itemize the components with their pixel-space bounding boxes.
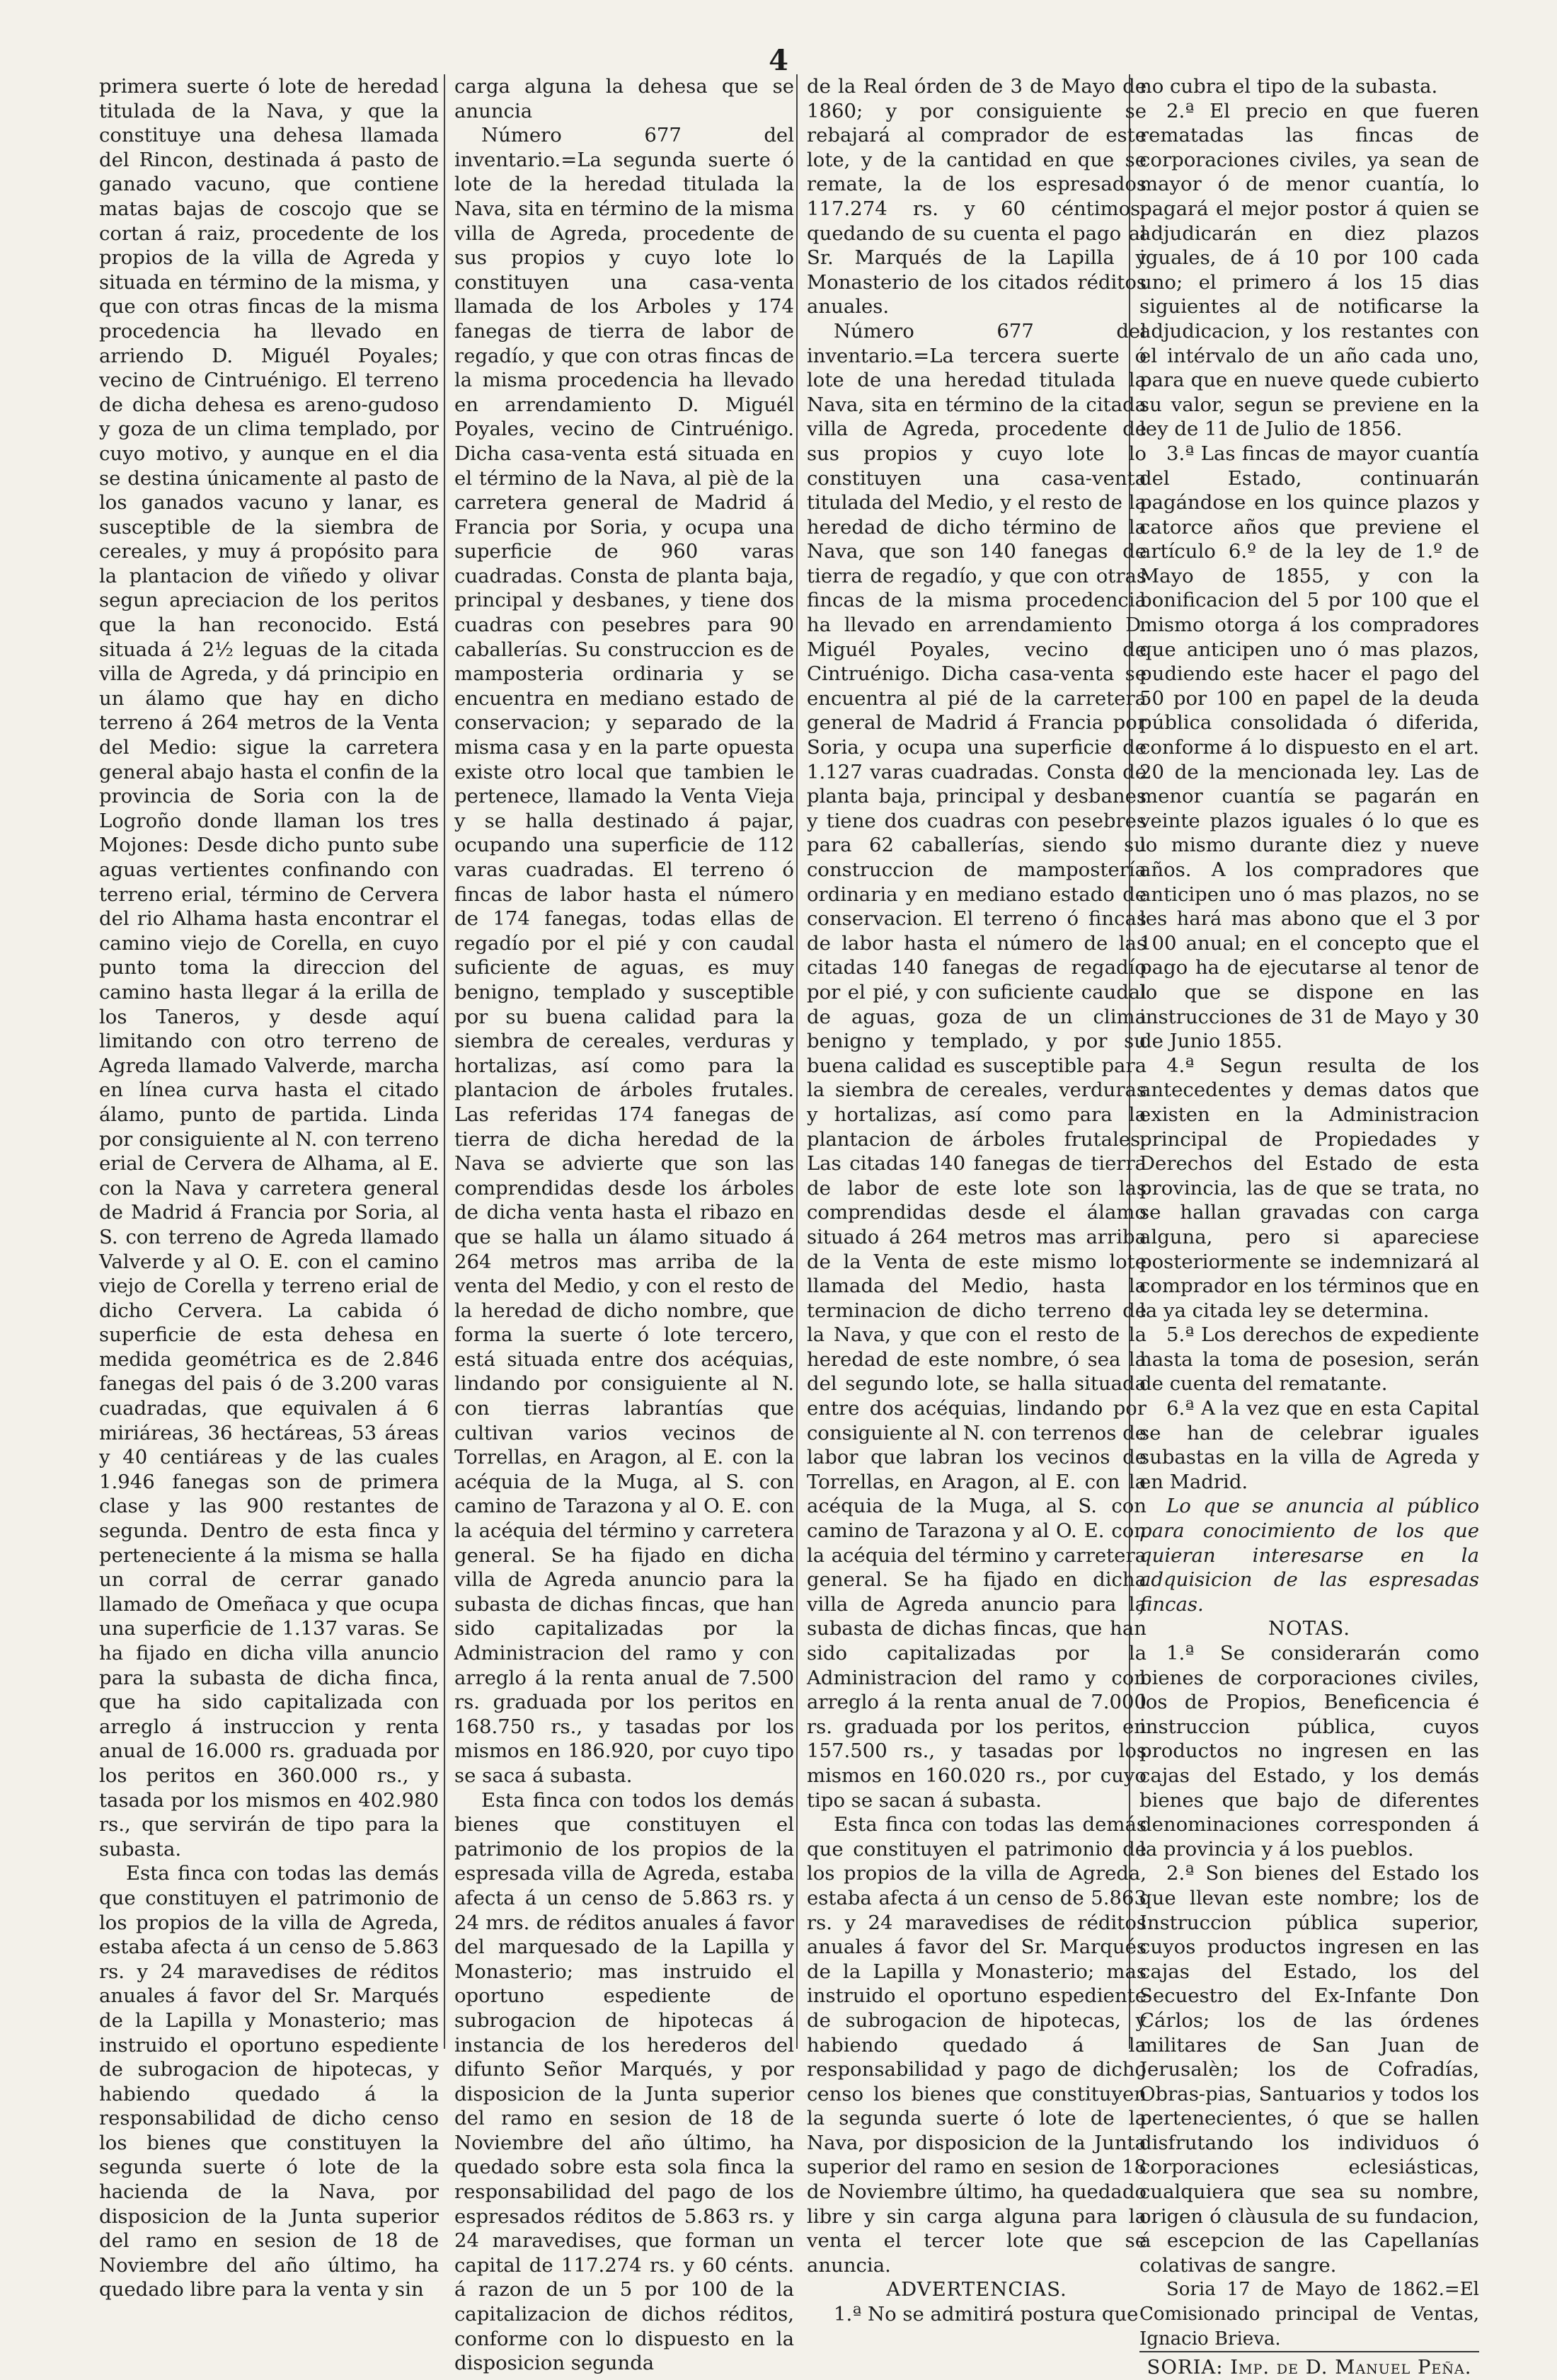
- signature: Soria 17 de Mayo de 1862.=El Comisionado principal de Ventas, Ignacio Brieva.: [1139, 2279, 1479, 2350]
- column-divider: [796, 74, 798, 2049]
- paragraph: 2.ª Son bienes del Estado los que llevan este nombre; los de Instruccion pública superior, cuyos productos ingresen en las cajas del Estado, los del Secuestro del Ex-Infante Don Cárlos; los de las órdenes militares de San Juan de Jerusalèn; los de Cofradías, Obras-pias, Santuarios y todos los pertenecientes, ó que se hallen disfrutando los individuos ó corporaciones eclesiásticas, cualquiera que sea su nombre, origen ó clàusula de su fundacion, á escepcion de las Capellanías colativas de sangre.: [1139, 1862, 1479, 2277]
- paragraph: 1.ª No se admitirá postura que: [834, 2303, 1139, 2326]
- column-4: [1139, 74, 1479, 2380]
- paragraph: Esta finca con todas las demás que constituyen el patrimonio de los propios de la villa de Agreda, estaba afecta á un censo de 5.863 rs. y 24 maravedises de réditos anuales á favor del Sr. Marqués de la Lapilla y Monasterio; mas instruido el oportuno espediente de subrogacion de hipotecas, y habiendo quedado á la responsabilidad de dicho censo los bienes que constituyen la segunda suerte ó lote de la hacienda de la Nava, por disposicion de la Junta superior del ramo en sesion de 18 de Noviembre del año último, ha quedado libre para la venta y sin: [99, 1862, 439, 2301]
- paragraph: carga alguna la dehesa que se anuncia: [454, 75, 794, 122]
- section-heading: ADVERTENCIAS.: [886, 2278, 1067, 2301]
- paragraph: 6.ª A la vez que en esta Capital se han de celebrar iguales subastas en la villa de Agreda y en Madrid.: [1139, 1397, 1479, 1493]
- paragraph: 2.ª El precio en que fueren rematadas las fincas de corporaciones civiles, ya sean de mayor ó de menor cuantía, lo pagará el mejor postor á quien se adjudicarán en diez plazos iguales, de á 10 por 100 cada uno; el primero á los 15 dias siguientes al de notificarse la adjudicacion, y los restantes con el intérvalo de un año cada uno, para que en nueve quede cubierto su valor, segun se previene en la ley de 11 de Julio de 1856.: [1139, 99, 1479, 441]
- paragraph: Esta finca con todas las demás que constituyen el patrimonio de los propios de la villa de Agreda, estaba afecta á un censo de 5.863 rs. y 24 maravedises de réditos anuales á favor del Sr. Marqués de la Lapilla y Monasterio; mas instruido el oportuno espediente de subrogacion de hipotecas, y habiendo quedado á la responsabilidad y pago de dicho censo los bienes que constituyen la segunda suerte ó lote de la Nava, por disposicion de la Junta superior del ramo en sesion de 18 de Noviembre último, ha quedado libre y sin carga alguna para la venta el tercer lote que se anuncia.: [807, 1813, 1147, 2277]
- printer-imprint: SORIA: Imp. de D. Manuel Peña.: [1139, 2351, 1479, 2380]
- column-2: [454, 74, 794, 2376]
- paragraph: no cubra el tipo de la subasta.: [1139, 75, 1438, 98]
- paragraph: Esta finca con todos los demás bienes que constituyen el patrimonio de los propios de la espresada villa de Agreda, estaba afecta á un censo de 5.863 rs. y 24 mrs. de réditos anuales á favor del marquesado de la Lapilla y Monasterio; mas instruido el oportuno espediente de subrogacion de hipotecas á instancia de los herederos del difunto Señor Marqués, y por disposicion de la Junta superior del ramo en sesion de 18 de Noviembre del año último, ha quedado sobre esta sola finca la responsabilidad del pago de los espresados réditos de 5.863 rs. y 24 maravedises, que forman un capital de 117.274 rs. y 60 cénts. á razon de un 5 por 100 de la capitalizacion de dichos réditos, conforme con lo dispuesto en la disposicion segunda: [454, 1788, 794, 2375]
- paragraph: 1.ª Se considerarán como bienes de corporaciones civiles, los de Propios, Beneficencia é instruccion pública, cuyos productos no ingresen en las cajas del Estado, y los demás bienes que bajo de diferentes denominaciones corresponden á la provincia y á los pueblos.: [1139, 1642, 1479, 1861]
- section-heading: NOTAS.: [1268, 1617, 1350, 1640]
- paragraph: 4.ª Segun resulta de los antecedentes y demas datos que existen en la Administracion principal de Propiedades y Derechos del Estado de esta provincia, las de que se trata, no se hallan gravadas con carga alguna, pero si apareciese posteriormente se indemnizará al comprador en los términos que en la ya citada ley se determina.: [1139, 1054, 1479, 1322]
- column-divider: [444, 74, 445, 2049]
- paragraph: 3.ª Las fincas de mayor cuantía del Estado, continuarán pagándose en los quince plazos y catorce años que previene el artículo 6.º de la ley de 1.º de Mayo de 1855, y con la bonificacion del 5 por 100 que el mismo otorga á los compradores que anticipen uno ó mas plazos, pudiendo este hacer el pago del 50 por 100 en papel de la deuda pública consolidada ó diferida, conforme á lo dispuesto en el art. 20 de la mencionada ley. Las de menor cuantía se pagarán en veinte plazos iguales ó lo que es lo mismo durante diez y nueve años. A los compradores que anticipen uno ó mas plazos, no se les hará mas abono que el 3 por 100 anual; en el concepto que el pago ha de ejecutarse al tenor de lo que se dispone en las instrucciones de 31 de Mayo y 30 de Junio 1855.: [1139, 442, 1479, 1053]
- paragraph: Número 677 del inventario.=La tercera suerte ó lote de una heredad titulada la Nava, sita en término de la citada villa de Agreda, procedente de sus propios y cuyo lote lo constituyen una casa-venta titulada del Medio, y el resto de la heredad de dicho término de la Nava, que son 140 fanegas de tierra de regadío, y que con otras fincas de la misma procedencia ha llevado en arrendamiento D. Miguél Poyales, vecino de Cintruénigo. Dicha casa-venta se encuentra al pié de la carretera general de Madrid á Francia por Soria, y ocupa una superficie de 1.127 varas cuadradas. Consta de planta baja, principal y desbanes y tiene dos cuadras con pesebres para 62 caballerías, siendo su construccion de mampostería ordinaria y en mediano estado de conservacion. El terreno ó fincas de labor hasta el número de las citadas 140 fanegas de regadío por el pié, y con suficiente caudal de aguas, goza de un clima benigno y templado, y por su buena calidad es susceptible para la siembra de cereales, verduras y hortalizas, así como para la plantacion de árboles frutales. Las citadas 140 fanegas de tierra de labor de este lote son las comprendidas desde el álamo situado á 264 metros mas arriba de la Venta de este mismo lote llamada del Medio, hasta la terminacion de dicho terreno de la Nava, y que con el resto de la heredad de este nombre, ó sea la del segundo lote, se halla situada entre dos acéquias, lindando por consiguiente al N. con terrenos de labor que labran los vecinos de Torrellas, en Aragon, al E. con la acéquia de la Muga, al S. con camino de Tarazona y al O. E. con la acéquia del término y carretera general. Se ha fijado en dicha villa de Agreda anuncio para la subasta de dichas fincas, que han sido capitalizadas por la Administracion del ramo y con arreglo á la renta anual de 7.000 rs. graduada por los peritos, en 157.500 rs., y tasadas por los mismos en 160.020 rs., por cuyo tipo se sacan á subasta.: [807, 319, 1147, 1812]
- column-1: [99, 74, 439, 2302]
- paragraph: de la Real órden de 3 de Mayo de 1860; y por consiguiente se rebajará al comprador de este lote, y de la cantidad en que se remate, la de los espresados 117.274 rs. y 60 céntimos, quedando de su cuenta el pago al Sr. Marqués de la Lapilla y Monasterio de los citados réditos anuales.: [807, 75, 1147, 318]
- paragraph: primera suerte ó lote de heredad titulada de la Nava, y que la constituye una dehesa llamada del Rincon, destinada á pasto de ganado vacuno, que contiene matas bajas de coscojo que se cortan á raiz, procedente de los propios de la villa de Agreda y situada en término de la misma, y que con otras fincas de la misma procedencia ha llevado en arriendo D. Miguél Poyales; vecino de Cintruénigo. El terreno de dicha dehesa es areno-gudoso y goza de un clima templado, por cuyo motivo, y aunque en el dia se destina únicamente al pasto de los ganados vacuno y lanar, es susceptible de la siembra de cereales, y muy á propósito para la plantacion de viñedo y olivar segun apreciacion de los peritos que la han reconocido. Está situada á 2½ leguas de la citada villa de Agreda, y dá principio en un álamo que hay en dicho terreno á 264 metros de la Venta del Medio: sigue la carretera general abajo hasta el confin de la provincia de Soria con la de Logroño donde llaman los tres Mojones: Desde dicho punto sube aguas vertientes confinando con terreno erial, término de Cervera del rio Alhama hasta encontrar el camino viejo de Corella, en cuyo punto toma la direccion del camino hasta llegar á la erilla de los Taneros, y desde aquí limitando con otro terreno de Agreda llamado Valverde, marcha en línea curva hasta el citado álamo, punto de partida. Linda por consiguiente al N. con terreno erial de Cervera de Alhama, al E. con la Nava y carretera general de Madrid á Francia por Soria, al S. con terreno de Agreda llamado Valverde y al O. E. con el camino viejo de Corella y terreno erial de dicho Cervera. La cabida ó superficie de esta dehesa en medida geométrica es de 2.846 fanegas del pais ó de 3.200 varas cuadradas, que equivalen á 6 miriáreas, 36 hectáreas, 53 áreas y 40 centiáreas y de las cuales 1.946 fanegas son de primera clase y las 900 restantes de segunda. Dentro de esta finca y perteneciente á la misma se halla un corral de cerrar ganado llamado de Omeñaca y que ocupa una superficie de 1.137 varas. Se ha fijado en dicha villa anuncio para la subasta de dicha finca, que ha sido capitalizada con arreglo á instruccion y renta anual de 16.000 rs. graduada por los peritos en 360.000 rs., y tasada por los mismos en 402.980 rs., que servirán de tipo para la subasta.: [99, 75, 439, 1861]
- paragraph: Número 677 del inventario.=La segunda suerte ó lote de la heredad titulada la Nava, sita en término de la misma villa de Agreda, procedente de sus propios y cuyo lote lo constituyen una casa-venta llamada de los Arboles y 174 fanegas de tierra de labor de regadío, y que con otras fincas de la misma procedencia ha llevado en arrendamiento D. Miguél Poyales, vecino de Cintruénigo. Dicha casa-venta está situada en el término de la Nava, al piè de la carretera general de Madrid á Francia por Soria, y ocupa una superficie de 960 varas cuadradas. Consta de planta baja, principal y desbanes, y tiene dos cuadras con pesebres para 90 caballerías. Su construccion es de mamposteria ordinaria y se encuentra en mediano estado de conservacion; y separado de la misma casa y en la parte opuesta existe otro local que tambien le pertenece, llamado la Venta Vieja y se halla destinado á pajar, ocupando una superficie de 112 varas cuadradas. El terreno ó fincas de labor hasta el número de 174 fanegas, todas ellas de regadío por el pié y con caudal suficiente de aguas, es muy benigno, templado y susceptible por su buena calidad para la siembra de cereales, verduras y hortalizas, así como para la plantacion de árboles frutales. Las referidas 174 fanegas de tierra de dicha heredad de la Nava se advierte que son las comprendidas desde los árboles de dicha venta hasta el ribazo en que se halla un álamo situado á 264 metros mas arriba de la venta del Medio, y con el resto de la heredad de dicho nombre, que forma la suerte ó lote tercero, está situada entre dos acéquias, lindando por consiguiente al N. con tierras labrantías que cultivan varios vecinos de Torrellas, en Aragon, al E. con la acéquia de la Muga, al S. con camino de Tarazona y al O. E. con la acéquia del término y carretera general. Se ha fijado en dicha villa de Agreda anuncio para la subasta de dichas fincas, que han sido capitalizadas por la Administracion del ramo y con arreglo á la renta anual de 7.500 rs. graduada por los peritos en 168.750 rs., y tasadas por los mismos en 186.920, por cuyo tipo se saca á subasta.: [454, 124, 794, 1787]
- column-3: [807, 74, 1147, 2327]
- paragraph: 5.ª Los derechos de expediente hasta la toma de posesion, serán de cuenta del rematante.: [1139, 1323, 1479, 1396]
- closing-statement: Lo que se anuncia al público para conocimiento de los que quieran interesarse en la adquisicion de las espresadas fincas.: [1139, 1495, 1479, 1616]
- page-number: 4: [769, 44, 788, 77]
